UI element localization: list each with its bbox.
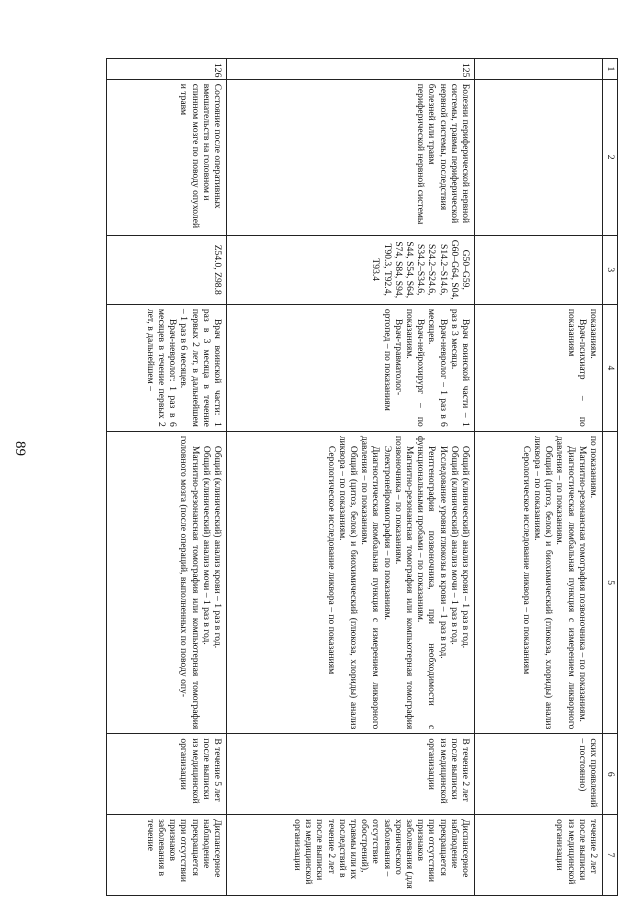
cont-doctors: [475, 304, 603, 431]
doctor-line: Врач-нейрохирург – по показаниям.: [403, 308, 427, 427]
exam-line: Общий (клинический) анализ крови – 1 раз в год.: [212, 445, 223, 649]
exam-line: Диагностическая люмбальная пункция с измерением ликворного давления – по показаниям.: [359, 435, 382, 730]
cont-doctor-line: показаниям.: [588, 308, 599, 359]
col-header-1: 1: [603, 59, 618, 80]
exam-line: Исследование уровня глюкозы в крови – 1 раз в год.: [437, 445, 449, 659]
exam-line: Общий (клинический) анализ крови – 1 раз в год.: [460, 445, 471, 649]
examinations-cell: [227, 431, 475, 733]
doctor-line: Врач-невролог – 1 раз в 6 месяцев.: [426, 308, 449, 427]
exam-line: Общий (цитоз, белок) и биохимический (глюкоза, хлориды) анализ ликвора – по показаниям.: [336, 435, 359, 730]
examinations-cell: [107, 431, 227, 733]
doctor-line: Врач воинской части: 1 раз в 3 месяца в течение первых 2 лет, в дальнейшем – 1 раз в 6 месяцев.: [178, 308, 223, 427]
icd-codes-cell: Z54.0, Z98.8: [107, 235, 227, 304]
cont-criteria: течение 2 лет после выписки из медицинской организации: [475, 815, 603, 896]
exam-line: Рентгенография позвоночника, при необходимости с функциональными пробами – по показаниям.: [415, 435, 438, 730]
table-row: [107, 59, 227, 896]
col-header-3: 3: [603, 235, 618, 304]
doctors-cell: [227, 304, 475, 431]
cont-exam-line: Общий (цитоз, белок) и биохимический (глюкоза, хлориды) анализ ликвора – по показаниям.: [531, 435, 555, 730]
col-header-2: 2: [603, 79, 618, 235]
condition-cell: Состояние после оперативных вмешательств на головном и спинном мозге по поводу опухолей и травм: [107, 79, 227, 235]
cont-condition: [475, 79, 603, 235]
exam-line: Магнитно-резонансная томография или компьютерная томография головного мозга (после операций, выполненных по поводу опу-: [178, 435, 201, 730]
exam-line: Магнитно-резонансная томография или компьютерная томография позвоночника – по показаниям.: [392, 435, 415, 730]
col-header-5: 5: [603, 431, 618, 733]
duration-cell: В течение 2 лет после выписки из медицинской организации: [227, 734, 475, 815]
cont-num: [475, 59, 603, 80]
doctors-cell: [107, 304, 227, 431]
duration-cell: В течение 5 лет после выписки из медицинской организации: [107, 734, 227, 815]
exam-line: Общий (клинический) анализ мочи – 1 раз в год.: [448, 445, 460, 645]
exam-line: Общий (клинический) анализ мочи – 1 раз в год.: [200, 445, 212, 645]
cont-doctor-line: Врач-психиатр – по показаниям: [565, 308, 588, 427]
col-header-4: 4: [603, 304, 618, 431]
doctor-line: Врач воинской части – 1 раз в 3 месяца.: [448, 308, 471, 427]
icd-codes-cell: G50–G59, G60–G64, S04, S14.2–S14.6, S24.2–S24.6, S34.2–S34.6, S44, S54, S64, S74, S84, S94, T90.3, T92.4, T93.4: [227, 235, 475, 304]
doctor-line: Врач-невролог: 1 раз в 6 месяцев в течение первых 2 лет, в дальнейшем –: [144, 308, 179, 427]
doctor-line: Врач-травматолог-ортопед – по показаниям: [381, 308, 404, 411]
header-row: [603, 59, 618, 896]
condition-cell: Болезни периферической нервной системы, травмы периферической нервной системы, последствия болезней или травм периферической нервной системы: [227, 79, 475, 235]
criteria-cell: Диспансерное наблюдение прекращается при отсутствии признаков заболевания (для хронического заболевания – отсутствие обострений), травмы или их последствий в течение 2 лет после выписки из медицинской организации: [227, 815, 475, 896]
rotated-page: [98, 58, 618, 896]
table-row: [227, 59, 475, 896]
cont-codes: [475, 235, 603, 304]
exam-line: Серологическое исследование ликвора – по показаниям: [325, 445, 337, 675]
exam-line: Электронейромиография – по показаниям.: [381, 445, 393, 621]
continuation-row: [475, 59, 603, 896]
col-header-6: 6: [603, 734, 618, 815]
row-number: 125: [227, 59, 475, 80]
cont-exam-line: по показаниям.: [588, 435, 599, 499]
cont-examinations: [475, 431, 603, 733]
cont-exam-line: Диагностическая люмбальная пункция с измерением ликворного давления – по показаниям.: [554, 435, 577, 730]
cont-exam-line: Серологическое исследование ликвора – по показаниям: [520, 445, 532, 675]
col-header-7: 7: [603, 815, 618, 896]
row-number: 126: [107, 59, 227, 80]
cont-exam-line: Магнитно-резонансная томография позвоночника – по показаниям.: [576, 445, 588, 722]
page-number: 89: [12, 441, 28, 456]
cont-duration: ских проявлений – постоянно): [475, 734, 603, 815]
dispensary-table: [106, 58, 618, 896]
criteria-cell: Диспансерное наблюдение прекращается при отсутствии признаков заболевания в течение: [107, 815, 227, 896]
